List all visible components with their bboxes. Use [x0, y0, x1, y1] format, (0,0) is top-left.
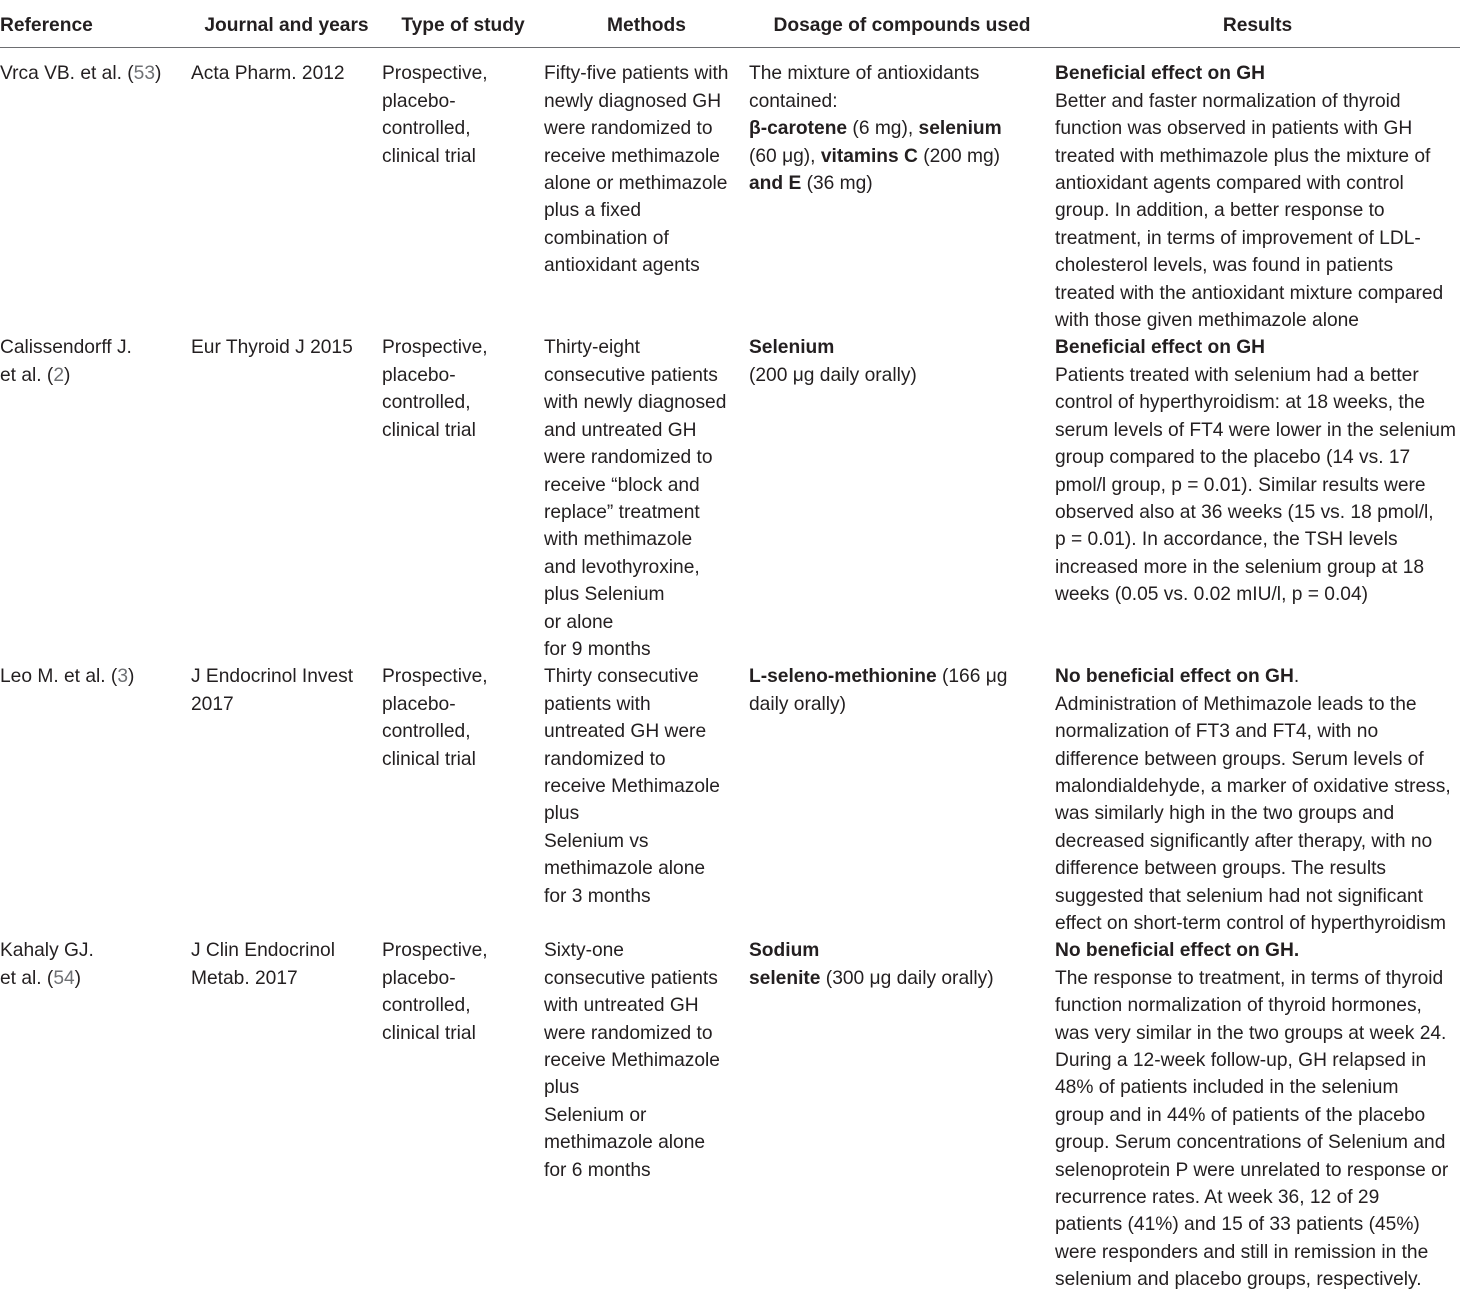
- cell-journal: J Clin Endocrinol Metab. 2017: [191, 940, 335, 989]
- cell-reference: Vrca VB. et al. (53): [0, 63, 162, 85]
- citation-link[interactable]: 54: [53, 967, 75, 989]
- cell-study-type: Prospective, placebo- controlled, clinical trial: [382, 940, 488, 1044]
- table-row: [0, 937, 1460, 1293]
- cell-study-type: Prospective, placebo- controlled, clinical trial: [382, 666, 488, 770]
- cell-dosage: Selenium (200 μg daily orally): [749, 337, 917, 386]
- cell-dosage: The mixture of antioxidants contained: β-carotene (6 mg), selenium (60 μg), vitamins C (200 mg) and E (36 mg): [749, 63, 1002, 195]
- header-type: Type of study: [382, 0, 544, 48]
- header-results: Results: [1055, 0, 1460, 48]
- header-methods: Methods: [544, 0, 749, 48]
- cell-journal: Acta Pharm. 2012: [191, 63, 345, 85]
- table-row: [0, 48, 1460, 335]
- header-journal: Journal and years: [191, 0, 382, 48]
- header-row: [0, 0, 1460, 48]
- header-dosage: Dosage of compounds used: [749, 0, 1055, 48]
- cell-methods: Sixty-one consecutive patients with untreated GH were randomized to receive Methimazole plus Selenium or methimazole alone for 6 months: [544, 940, 720, 1181]
- citation-link[interactable]: 2: [53, 364, 64, 386]
- citation-link[interactable]: 3: [117, 666, 128, 688]
- cell-study-type: Prospective, placebo- controlled, clinical trial: [382, 337, 488, 441]
- cell-journal: J Endocrinol Invest 2017: [191, 666, 354, 715]
- citation-link[interactable]: 53: [133, 63, 155, 85]
- cell-results: Beneficial effect on GH Patients treated with selenium had a better control of hyperthyroidism: at 18 weeks, the serum levels of FT4 were lower in the selenium group compared to the placebo (14 vs. 17 pmol/l group, p = 0.01). Similar results were observed also at 36 weeks (15 vs. 18 pmol/l, p = 0.01). In accordance, the TSH levels increased more in the selenium group at 18 weeks (0.05 vs. 0.02 mIU/l, p = 0.04): [1055, 337, 1456, 606]
- cell-methods: Fifty-five patients with newly diagnosed GH were randomized to receive methimazole alone or methimazole plus a fixed combination of antioxidant agents: [544, 63, 729, 277]
- cell-dosage: L-seleno-methionine (166 μg daily orally): [749, 666, 1008, 715]
- cell-reference: Leo M. et al. (3): [0, 666, 135, 688]
- cell-results: Beneficial effect on GH Better and faster normalization of thyroid function was observed in patients with GH treated with methimazole plus the mixture of antioxidant agents compared with control group. In addition, a better response to treatment, in terms of improvement of LDL- cholesterol levels, was found in patients treated with the antioxidant mixture compared with those given methimazole alone: [1055, 63, 1444, 332]
- cell-study-type: Prospective, placebo- controlled, clinical trial: [382, 63, 488, 167]
- table-row: [0, 663, 1460, 937]
- cell-results: No beneficial effect on GH. Administration of Methimazole leads to the normalization of FT3 and FT4, with no difference between groups. Serum levels of malondialdehyde, a marker of oxidative stress, was similarly high in the two groups and decreased significantly after therapy, with no difference between groups. The results suggested that selenium had not significant effect on short-term control of hyperthyroidism: [1055, 666, 1451, 934]
- result-title: No beneficial effect on GH.: [1055, 940, 1300, 962]
- cell-reference: Calissendorff J. et al. (2): [0, 337, 132, 386]
- result-title: Beneficial effect on GH: [1055, 63, 1266, 85]
- table-row: [0, 334, 1460, 663]
- cell-results: No beneficial effect on GH. The response to treatment, in terms of thyroid function normalization of thyroid hormones, was very similar in the two groups at week 24. During a 12-week follow-up, GH relapsed in 48% of patients included in the selenium group and in 44% of patients of the placebo group. Serum concentrations of Selenium and selenoprotein P were unrelated to response or recurrence rates. At week 36, 12 of 29 patients (41%) and 15 of 33 patients (45%) were responders and still in remission in the selenium and placebo groups, respectively.: [1055, 940, 1449, 1291]
- cell-methods: Thirty consecutive patients with untreated GH were randomized to receive Methimazole plus Selenium vs methimazole alone for 3 months: [544, 666, 720, 907]
- cell-reference: Kahaly GJ. et al. (54): [0, 940, 94, 989]
- cell-methods: Thirty-eight consecutive patients with newly diagnosed and untreated GH were randomized to receive “block and replace” treatment with methimazole and levothyroxine, plus Selenium or alone for 9 months: [544, 337, 727, 660]
- result-title: Beneficial effect on GH: [1055, 337, 1266, 359]
- header-reference: Reference: [0, 0, 191, 48]
- result-title: No beneficial effect on GH: [1055, 666, 1294, 688]
- cell-journal: Eur Thyroid J 2015: [191, 337, 353, 359]
- cell-dosage: Sodium selenite (300 μg daily orally): [749, 940, 994, 989]
